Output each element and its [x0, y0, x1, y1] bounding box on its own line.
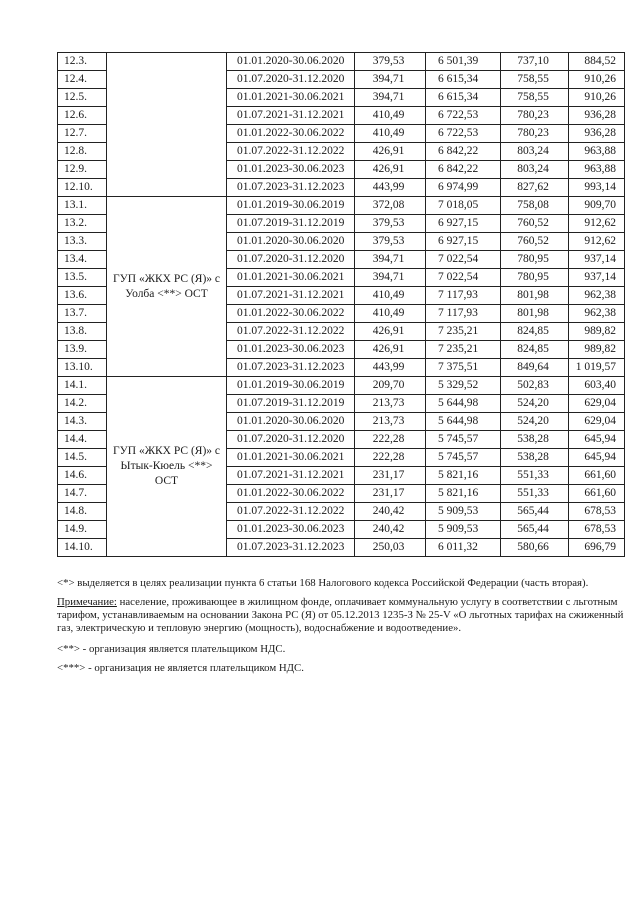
value-cell-1: 410,49: [355, 287, 426, 305]
value-cell-4: 963,88: [569, 161, 625, 179]
row-number: 12.8.: [58, 143, 107, 161]
value-cell-3: 760,52: [501, 215, 569, 233]
value-cell-4: 909,70: [569, 197, 625, 215]
value-cell-1: 372,08: [355, 197, 426, 215]
value-cell-1: 410,49: [355, 107, 426, 125]
value-cell-4: 937,14: [569, 251, 625, 269]
value-cell-3: 758,08: [501, 197, 569, 215]
value-cell-4: 629,04: [569, 395, 625, 413]
row-number: 12.9.: [58, 161, 107, 179]
period-cell: 01.07.2023-31.12.2023: [227, 179, 355, 197]
value-cell-1: 213,73: [355, 395, 426, 413]
period-cell: 01.01.2019-30.06.2019: [227, 197, 355, 215]
value-cell-3: 780,23: [501, 107, 569, 125]
footnote-text: <**> - организация является плательщиком НДС.: [57, 643, 286, 655]
value-cell-4: 678,53: [569, 503, 625, 521]
value-cell-4: 989,82: [569, 341, 625, 359]
value-cell-1: 250,03: [355, 539, 426, 557]
value-cell-2: 6 722,53: [426, 107, 501, 125]
value-cell-3: 538,28: [501, 449, 569, 467]
row-number: 14.3.: [58, 413, 107, 431]
value-cell-3: 849,64: [501, 359, 569, 377]
note-label: Примечание:: [57, 596, 117, 608]
row-number: 14.1.: [58, 377, 107, 395]
value-cell-2: 7 018,05: [426, 197, 501, 215]
value-cell-4: 910,26: [569, 71, 625, 89]
row-number: 13.4.: [58, 251, 107, 269]
value-cell-2: 6 974,99: [426, 179, 501, 197]
value-cell-3: 538,28: [501, 431, 569, 449]
period-cell: 01.07.2023-31.12.2023: [227, 539, 355, 557]
value-cell-1: 231,17: [355, 467, 426, 485]
value-cell-3: 780,95: [501, 269, 569, 287]
value-cell-2: 6 722,53: [426, 125, 501, 143]
value-cell-3: 780,95: [501, 251, 569, 269]
value-cell-3: 565,44: [501, 521, 569, 539]
row-number: 13.7.: [58, 305, 107, 323]
period-cell: 01.07.2019-31.12.2019: [227, 395, 355, 413]
value-cell-2: 6 927,15: [426, 233, 501, 251]
value-cell-1: 240,42: [355, 503, 426, 521]
period-cell: 01.07.2019-31.12.2019: [227, 215, 355, 233]
value-cell-3: 737,10: [501, 53, 569, 71]
value-cell-4: 910,26: [569, 89, 625, 107]
value-cell-1: 379,53: [355, 53, 426, 71]
value-cell-1: 394,71: [355, 251, 426, 269]
period-cell: 01.07.2022-31.12.2022: [227, 143, 355, 161]
value-cell-2: 6 615,34: [426, 89, 501, 107]
value-cell-3: 824,85: [501, 323, 569, 341]
value-cell-1: 213,73: [355, 413, 426, 431]
value-cell-3: 524,20: [501, 395, 569, 413]
value-cell-4: 962,38: [569, 287, 625, 305]
value-cell-3: 760,52: [501, 233, 569, 251]
footnote-vat-payer: [57, 643, 624, 656]
value-cell-4: 936,28: [569, 125, 625, 143]
note-population: [57, 596, 624, 635]
period-cell: 01.01.2023-30.06.2023: [227, 521, 355, 539]
period-cell: 01.07.2022-31.12.2022: [227, 503, 355, 521]
row-number: 14.4.: [58, 431, 107, 449]
value-cell-2: 7 235,21: [426, 323, 501, 341]
value-cell-2: 6 011,32: [426, 539, 501, 557]
period-cell: 01.01.2023-30.06.2023: [227, 341, 355, 359]
value-cell-4: 937,14: [569, 269, 625, 287]
value-cell-1: 222,28: [355, 449, 426, 467]
value-cell-3: 827,62: [501, 179, 569, 197]
value-cell-3: 824,85: [501, 341, 569, 359]
value-cell-2: 5 644,98: [426, 395, 501, 413]
value-cell-3: 524,20: [501, 413, 569, 431]
value-cell-4: 661,60: [569, 485, 625, 503]
value-cell-1: 426,91: [355, 161, 426, 179]
organization-cell: ГУП «ЖКХ РС (Я)» с Уолба <**> ОСТ: [107, 197, 227, 377]
value-cell-4: 989,82: [569, 323, 625, 341]
period-cell: 01.07.2020-31.12.2020: [227, 431, 355, 449]
value-cell-4: 645,94: [569, 449, 625, 467]
period-cell: 01.01.2021-30.06.2021: [227, 269, 355, 287]
value-cell-1: 394,71: [355, 71, 426, 89]
period-cell: 01.07.2023-31.12.2023: [227, 359, 355, 377]
value-cell-3: 803,24: [501, 143, 569, 161]
value-cell-3: 551,33: [501, 467, 569, 485]
row-number: 12.6.: [58, 107, 107, 125]
value-cell-2: 6 842,22: [426, 161, 501, 179]
row-number: 14.2.: [58, 395, 107, 413]
row-number: 12.3.: [58, 53, 107, 71]
value-cell-4: 678,53: [569, 521, 625, 539]
value-cell-3: 758,55: [501, 71, 569, 89]
value-cell-2: 6 501,39: [426, 53, 501, 71]
organization-cell: ГУП «ЖКХ РС (Я)» с Ытык-Кюель <**> ОСТ: [107, 377, 227, 557]
value-cell-1: 443,99: [355, 179, 426, 197]
footnote-vat-extraction: [57, 577, 624, 590]
footnote-non-vat-payer: [57, 662, 624, 675]
period-cell: 01.07.2020-31.12.2020: [227, 251, 355, 269]
value-cell-4: 912,62: [569, 233, 625, 251]
value-cell-4: 936,28: [569, 107, 625, 125]
value-cell-1: 443,99: [355, 359, 426, 377]
value-cell-1: 426,91: [355, 323, 426, 341]
period-cell: 01.01.2019-30.06.2019: [227, 377, 355, 395]
value-cell-1: 426,91: [355, 341, 426, 359]
period-cell: 01.07.2021-31.12.2021: [227, 107, 355, 125]
period-cell: 01.01.2020-30.06.2020: [227, 413, 355, 431]
value-cell-1: 379,53: [355, 215, 426, 233]
row-number: 13.9.: [58, 341, 107, 359]
value-cell-4: 1 019,57: [569, 359, 625, 377]
row-number: 14.7.: [58, 485, 107, 503]
value-cell-3: 580,66: [501, 539, 569, 557]
period-cell: 01.01.2020-30.06.2020: [227, 233, 355, 251]
value-cell-4: 993,14: [569, 179, 625, 197]
value-cell-1: 394,71: [355, 89, 426, 107]
period-cell: 01.01.2023-30.06.2023: [227, 161, 355, 179]
value-cell-1: 410,49: [355, 125, 426, 143]
tariff-table: [57, 52, 625, 557]
row-number: 13.10.: [58, 359, 107, 377]
footnote-text: <***> - организация не является плательщиком НДС.: [57, 662, 304, 674]
row-number: 14.8.: [58, 503, 107, 521]
row-number: 14.5.: [58, 449, 107, 467]
value-cell-3: 780,23: [501, 125, 569, 143]
organization-cell: [107, 53, 227, 197]
value-cell-2: 7 022,54: [426, 251, 501, 269]
value-cell-2: 5 745,57: [426, 449, 501, 467]
value-cell-1: 222,28: [355, 431, 426, 449]
value-cell-4: 884,52: [569, 53, 625, 71]
value-cell-1: 410,49: [355, 305, 426, 323]
value-cell-2: 7 375,51: [426, 359, 501, 377]
value-cell-1: 240,42: [355, 521, 426, 539]
value-cell-2: 5 909,53: [426, 521, 501, 539]
row-number: 13.3.: [58, 233, 107, 251]
period-cell: 01.07.2021-31.12.2021: [227, 287, 355, 305]
period-cell: 01.01.2022-30.06.2022: [227, 485, 355, 503]
row-number: 12.5.: [58, 89, 107, 107]
period-cell: 01.01.2021-30.06.2021: [227, 449, 355, 467]
value-cell-2: 5 329,52: [426, 377, 501, 395]
value-cell-3: 801,98: [501, 287, 569, 305]
value-cell-2: 6 927,15: [426, 215, 501, 233]
value-cell-3: 803,24: [501, 161, 569, 179]
value-cell-3: 502,83: [501, 377, 569, 395]
value-cell-1: 379,53: [355, 233, 426, 251]
period-cell: 01.01.2021-30.06.2021: [227, 89, 355, 107]
row-number: 13.2.: [58, 215, 107, 233]
value-cell-4: 696,79: [569, 539, 625, 557]
value-cell-2: 7 235,21: [426, 341, 501, 359]
row-number: 13.6.: [58, 287, 107, 305]
row-number: 13.1.: [58, 197, 107, 215]
table-row: [58, 53, 625, 71]
note-text: население, проживающее в жилищном фонде, оплачивает коммунальную услугу в соответствии с льготным тарифом, устанавливаемым на основании Закона РС (Я) от 05.12.2013 1235-З № 25-V «О льготных тарифах на сжиженный газ, электрическую и тепловую энергию (мощность), водоснабжение и водоотведение».: [57, 596, 624, 634]
row-number: 13.8.: [58, 323, 107, 341]
row-number: 14.9.: [58, 521, 107, 539]
period-cell: 01.07.2021-31.12.2021: [227, 467, 355, 485]
row-number: 14.10.: [58, 539, 107, 557]
row-number: 14.6.: [58, 467, 107, 485]
value-cell-4: 963,88: [569, 143, 625, 161]
value-cell-2: 5 821,16: [426, 467, 501, 485]
value-cell-1: 394,71: [355, 269, 426, 287]
period-cell: 01.07.2022-31.12.2022: [227, 323, 355, 341]
footnote-text: <*> выделяется в целях реализации пункта 6 статьи 168 Налогового кодекса Российской Федерации (часть вторая).: [57, 577, 589, 589]
value-cell-1: 209,70: [355, 377, 426, 395]
value-cell-2: 7 022,54: [426, 269, 501, 287]
value-cell-3: 565,44: [501, 503, 569, 521]
value-cell-3: 758,55: [501, 89, 569, 107]
value-cell-2: 7 117,93: [426, 305, 501, 323]
period-cell: 01.07.2020-31.12.2020: [227, 71, 355, 89]
value-cell-1: 231,17: [355, 485, 426, 503]
row-number: 12.4.: [58, 71, 107, 89]
table-row: [58, 197, 625, 215]
row-number: 12.7.: [58, 125, 107, 143]
value-cell-3: 551,33: [501, 485, 569, 503]
value-cell-2: 5 644,98: [426, 413, 501, 431]
value-cell-1: 426,91: [355, 143, 426, 161]
value-cell-2: 5 821,16: [426, 485, 501, 503]
value-cell-4: 912,62: [569, 215, 625, 233]
value-cell-4: 603,40: [569, 377, 625, 395]
value-cell-4: 629,04: [569, 413, 625, 431]
period-cell: 01.01.2022-30.06.2022: [227, 305, 355, 323]
row-number: 12.10.: [58, 179, 107, 197]
value-cell-4: 645,94: [569, 431, 625, 449]
value-cell-2: 7 117,93: [426, 287, 501, 305]
row-number: 13.5.: [58, 269, 107, 287]
table-row: [58, 377, 625, 395]
value-cell-4: 661,60: [569, 467, 625, 485]
value-cell-4: 962,38: [569, 305, 625, 323]
value-cell-2: 5 745,57: [426, 431, 501, 449]
value-cell-2: 6 842,22: [426, 143, 501, 161]
period-cell: 01.01.2020-30.06.2020: [227, 53, 355, 71]
value-cell-2: 5 909,53: [426, 503, 501, 521]
value-cell-3: 801,98: [501, 305, 569, 323]
value-cell-2: 6 615,34: [426, 71, 501, 89]
period-cell: 01.01.2022-30.06.2022: [227, 125, 355, 143]
tariff-table-body: [58, 53, 625, 557]
